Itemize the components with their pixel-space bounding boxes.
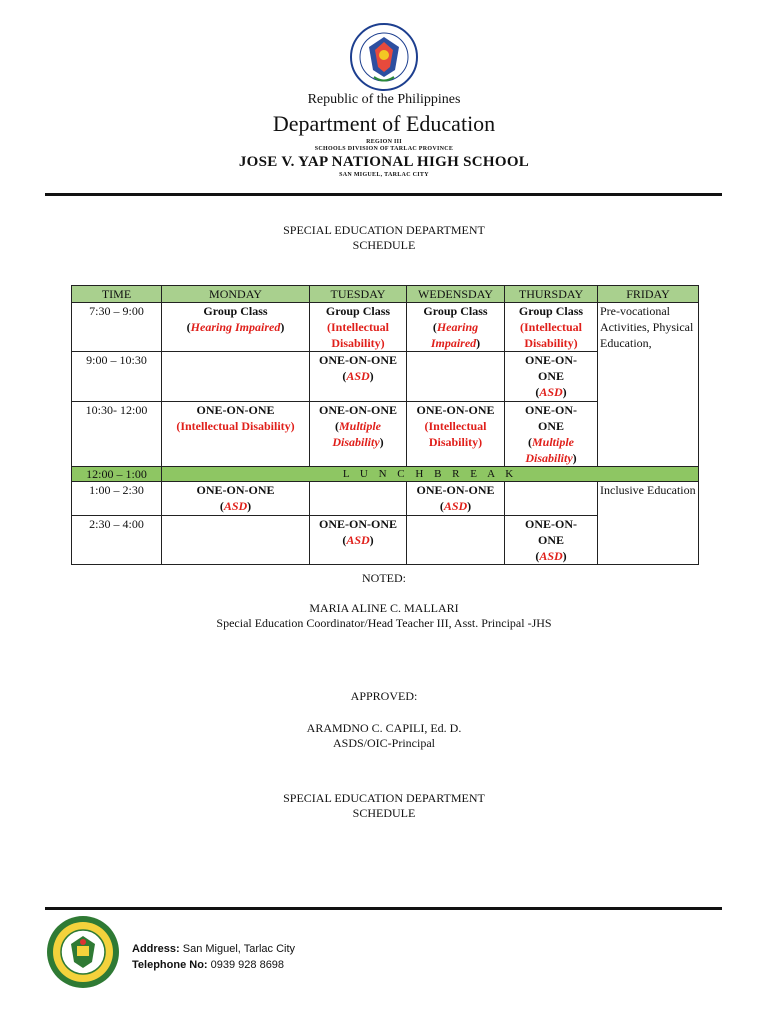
impaired-label: Impaired [430, 336, 477, 350]
cell-tuesday-6 [310, 516, 407, 565]
paren-open: ( [535, 385, 540, 399]
address-label: Address: [132, 943, 180, 955]
noted-label: NOTED: [362, 571, 406, 585]
table-row [72, 303, 699, 352]
monday-1-detail [164, 319, 307, 335]
cell-monday-1 [162, 303, 310, 352]
header-time: TIME [72, 286, 162, 303]
mon-5-detail [164, 498, 307, 514]
one-label: ONE [537, 369, 564, 383]
one-on-one-label: ONE-ON-ONE [319, 403, 397, 417]
time-cell: 10:30- 12:00 [72, 402, 162, 467]
cell-wednesday-2 [407, 352, 505, 402]
cell-wednesday-3 [407, 402, 505, 467]
schedule-title-line1: SPECIAL EDUCATION DEPARTMENT [283, 223, 485, 237]
paren-close: ) [562, 385, 567, 399]
cell-thursday-6 [505, 516, 598, 565]
wed-1-line2 [409, 319, 502, 335]
cell-friday-morning: Pre-vocational Activities, Physical Education, [598, 303, 699, 467]
wed-5-detail [409, 498, 502, 514]
paren-open: ( [439, 499, 444, 513]
header-thursday: THURSDAY [505, 286, 598, 303]
asd-label: ASD [539, 549, 563, 563]
lunch-break-label: L U N C H B R E A K [162, 467, 699, 482]
schedule-title-repeat [0, 791, 768, 821]
cell-monday-2 [162, 352, 310, 402]
cell-wednesday-1 [407, 303, 505, 352]
paren-close: ) [369, 369, 374, 383]
disability-label: Disability) [428, 435, 483, 449]
paren-close: ) [572, 451, 577, 465]
one-on-one-label: ONE-ON-ONE [196, 483, 275, 497]
hearing-label: Hearing [436, 320, 479, 334]
cell-monday-5 [162, 482, 310, 516]
header-wednesday: WEDENSDAY [407, 286, 505, 303]
wed-1-line3 [409, 335, 502, 351]
disability-label: Disability [525, 451, 573, 465]
one-label: ONE [537, 419, 564, 433]
thu-6-detail [507, 548, 595, 564]
paren-close: ) [467, 499, 472, 513]
group-class-label: Group Class [203, 304, 268, 318]
thu-3-line4 [507, 450, 595, 466]
paren-close: ) [280, 320, 285, 334]
paren-open: ( [342, 369, 347, 383]
time-cell: 2:30 – 4:00 [72, 516, 162, 565]
paren-close: ) [369, 533, 374, 547]
multiple-label: Multiple [531, 435, 574, 449]
footer-phone [132, 959, 284, 971]
coordinator-role: Special Education Coordinator/Head Teacher III, Asst. Principal -JHS [216, 616, 552, 630]
paren-open: ( [334, 419, 339, 433]
disability-label: Disability) [524, 336, 578, 350]
paren-open: ( [219, 499, 224, 513]
cell-thursday-5 [505, 482, 598, 516]
tue-3-line3 [312, 434, 404, 450]
paren-open: ( [186, 320, 191, 334]
footer-divider [45, 907, 722, 910]
paren-close: ) [379, 435, 384, 449]
header-monday: MONDAY [162, 286, 310, 303]
one-on-one-label: ONE-ON-ONE [196, 403, 275, 417]
region-line: REGION III [366, 139, 402, 145]
phone-value: 0939 928 8698 [210, 959, 285, 971]
cell-thursday-1 [505, 303, 598, 352]
school-logo [45, 914, 121, 990]
time-cell: 1:00 – 2:30 [72, 482, 162, 516]
multiple-label: Multiple [338, 419, 381, 433]
schedule-title [0, 223, 768, 253]
cell-wednesday-5 [407, 482, 505, 516]
thu-2-detail [507, 384, 595, 400]
cell-tuesday-2 [310, 352, 407, 402]
one-on-one-label: ONE-ON-ONE [319, 353, 397, 367]
asd-label: ASD [346, 369, 370, 383]
paren-close: ) [247, 499, 252, 513]
intellectual-label: (Intellectual [520, 320, 582, 334]
one-on-label: ONE-ON- [525, 517, 577, 531]
tue-2-detail [312, 368, 404, 384]
phone-label: Telephone No: [132, 959, 208, 971]
one-on-label: ONE-ON- [525, 353, 577, 367]
asd-label: ASD [539, 385, 563, 399]
cell-thursday-2 [505, 352, 598, 402]
paren-open: ( [527, 435, 532, 449]
tue-6-detail [312, 532, 404, 548]
header-friday: FRIDAY [598, 286, 699, 303]
one-on-one-label: ONE-ON-ONE [416, 483, 495, 497]
footer-address [132, 943, 295, 955]
one-on-label: ONE-ON- [525, 403, 577, 417]
cell-friday-afternoon: Inclusive Education [598, 482, 699, 565]
cell-thursday-3 [505, 402, 598, 467]
tue-3-line2 [312, 418, 404, 434]
cell-monday-6 [162, 516, 310, 565]
cell-monday-3 [162, 402, 310, 467]
intellectual-label: (Intellectual [424, 419, 487, 433]
department-title: Department of Education [272, 111, 496, 136]
time-cell: 7:30 – 9:00 [72, 303, 162, 352]
group-class-label: Group Class [325, 304, 391, 318]
paren-close: ) [476, 336, 481, 350]
cell-tuesday-1 [310, 303, 407, 352]
disability-label: Disability [332, 435, 380, 449]
one-on-one-label: ONE-ON-ONE [319, 517, 397, 531]
table-row [72, 482, 699, 516]
paren-open: ( [432, 320, 437, 334]
header-divider [45, 193, 722, 196]
cell-tuesday-3 [310, 402, 407, 467]
hearing-impaired-label: Hearing Impaired [190, 320, 281, 334]
cell-wednesday-6 [407, 516, 505, 565]
table-header-row [72, 286, 699, 303]
school-name: JOSE V. YAP NATIONAL HIGH SCHOOL [238, 154, 530, 170]
republic-line: Republic of the Philippines [307, 92, 461, 107]
principal-name: ARAMDNO C. CAPILI, Ed. D. [306, 721, 462, 735]
deped-seal [349, 22, 419, 92]
paren-open: ( [535, 549, 540, 563]
schedule-title-line2: SCHEDULE [352, 238, 416, 252]
schedule-table [71, 285, 699, 565]
intellectual-disability-label: (Intellectual Disability) [176, 419, 295, 433]
schedule-title-line2: SCHEDULE [352, 806, 416, 820]
asd-label: ASD [443, 499, 468, 513]
group-class-label: Group Class [423, 304, 488, 318]
cell-tuesday-5 [310, 482, 407, 516]
intellectual-label: (Intellectual [327, 320, 389, 334]
lunch-row [72, 467, 699, 482]
one-on-one-label: ONE-ON-ONE [416, 403, 495, 417]
address-value: San Miguel, Tarlac City [182, 943, 296, 955]
asd-label: ASD [223, 499, 248, 513]
group-class-label: Group Class [518, 304, 584, 318]
one-label: ONE [537, 533, 564, 547]
time-cell: 9:00 – 10:30 [72, 352, 162, 402]
time-cell: 12:00 – 1:00 [72, 467, 162, 482]
disability-label: Disability) [331, 336, 385, 350]
principal-role: ASDS/OIC-Principal [333, 736, 435, 750]
header-tuesday: TUESDAY [310, 286, 407, 303]
coordinator-name: MARIA ALINE C. MALLARI [309, 601, 459, 615]
paren-open: ( [342, 533, 347, 547]
thu-3-line3 [507, 434, 595, 450]
paren-close: ) [562, 549, 567, 563]
asd-label: ASD [346, 533, 370, 547]
schedule-title-line1: SPECIAL EDUCATION DEPARTMENT [283, 791, 485, 805]
school-address: SAN MIGUEL, TARLAC CITY [339, 172, 429, 178]
division-line: SCHOOLS DIVISION OF TARLAC PROVINCE [314, 146, 454, 152]
approved-label: APPROVED: [350, 689, 418, 703]
